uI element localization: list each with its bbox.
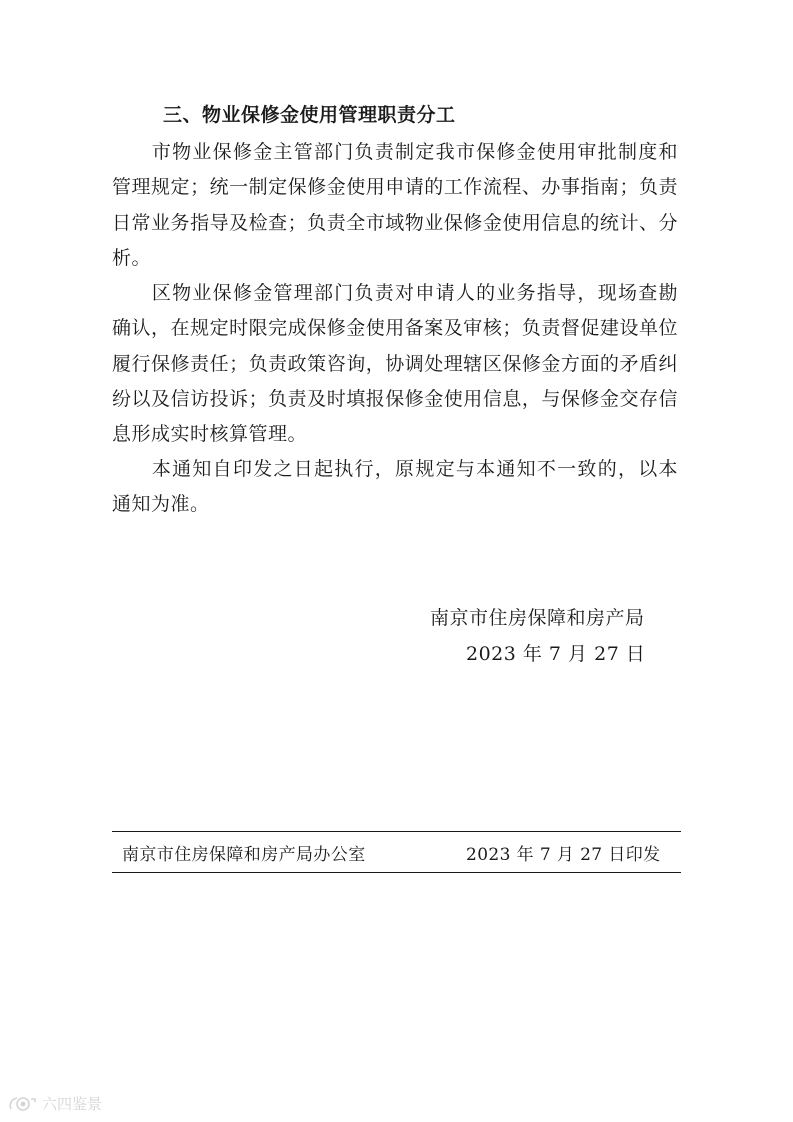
- footer-issuer: 南京市住房保障和房产局办公室: [122, 845, 366, 865]
- paragraph-effective-date: [112, 452, 678, 523]
- paragraph-district-duties: [112, 276, 678, 452]
- watermark-text: 六四鉴景: [42, 1095, 103, 1113]
- camera-logo-icon: [8, 1095, 38, 1113]
- section-heading: 三、物业保修金使用管理职责分工: [163, 104, 456, 126]
- footer-issue-date: 2023 年 7 月 27 日印发: [466, 845, 661, 865]
- watermark: [8, 1094, 102, 1114]
- paragraph-city-duties: [112, 135, 678, 276]
- signature-date: 2023 年 7 月 27 日: [466, 643, 646, 665]
- signature-organization: 南京市住房保障和房产局: [430, 607, 645, 629]
- paragraph-text: 本通知自印发之日起执行，原规定与本通知不一致的，以本通知为准。: [112, 458, 678, 516]
- paragraph-text: 市物业保修金主管部门负责制定我市保修金使用审批制度和管理规定；统一制定保修金使用申请的工作流程、办事指南；负责日常业务指导及检查；负责全市域物业保修金使用信息的统计、分析。: [112, 141, 678, 269]
- footer-top-rule: [112, 831, 681, 832]
- footer-bottom-rule: [112, 872, 681, 873]
- paragraph-text: 区物业保修金管理部门负责对申请人的业务指导，现场查勘确认，在规定时限完成保修金使用备案及审核；负责督促建设单位履行保修责任；负责政策咨询，协调处理辖区保修金方面的矛盾纠纷以及信访投诉；负责及时填报保修金使用信息，与保修金交存信息形成实时核算管理。: [112, 282, 678, 446]
